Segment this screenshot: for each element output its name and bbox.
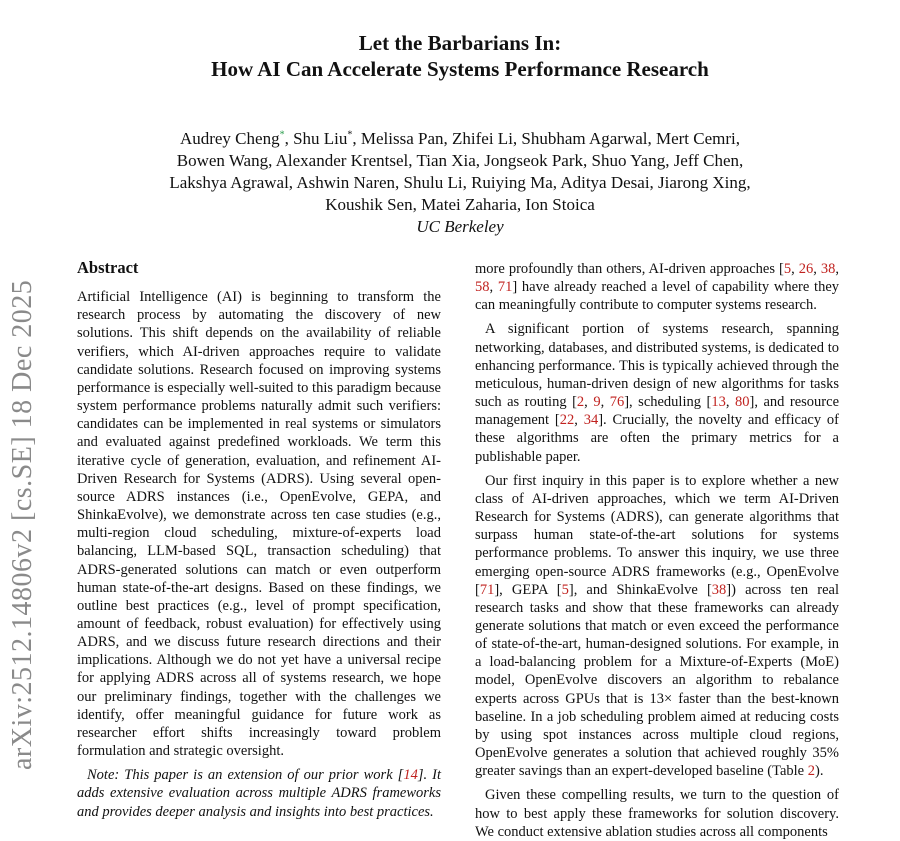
citation-link[interactable]: 5: [783, 261, 792, 277]
author-line-3: Lakshya Agrawal, Ashwin Naren, Shulu Li, Ruiying Ma, Aditya Desai, Jiarong Xing,: [169, 173, 751, 192]
citation-link[interactable]: 9: [593, 394, 601, 411]
arxiv-sidebar: [3, 240, 43, 770]
affiliation: UC Berkeley: [416, 217, 504, 236]
author-name: Audrey Cheng: [179, 129, 280, 148]
citation-link[interactable]: 80: [734, 394, 750, 411]
citation-link[interactable]: 38: [711, 581, 727, 598]
citation-link[interactable]: 5: [561, 581, 569, 598]
author-name: Shu Liu: [293, 129, 348, 148]
citation-link[interactable]: 71: [497, 279, 513, 296]
citation-link[interactable]: 14: [403, 767, 418, 784]
abstract-note: Note: This paper is an extension of our prior work [14]. It adds extensive evaluation across multiple ADRS frameworks and provides deeper analysis and insights into best practices.: [77, 767, 442, 820]
equal-contribution-mark: *: [347, 129, 353, 141]
title-line-1: Let the Barbarians In:: [358, 31, 562, 55]
table-link[interactable]: 2: [807, 763, 815, 780]
intro-paragraph-4: Given these compelling results, we turn to the question of how to best apply these frameworks for solution discovery. We conduct extensive ablation studies across all components: [475, 787, 839, 840]
citation-link[interactable]: 58: [475, 279, 490, 296]
citation-link[interactable]: 2: [576, 394, 585, 411]
left-column: [77, 259, 441, 821]
title-line-2: How AI Can Accelerate Systems Performance Research: [211, 57, 709, 81]
right-column: [475, 260, 839, 841]
author-list: , Melissa Pan, Zhifei Li, Shubham Agarwal, Mert Cemri,: [352, 129, 741, 148]
abstract-heading: Abstract: [77, 258, 139, 277]
citation-link[interactable]: 71: [479, 581, 495, 598]
paper-title: [0, 30, 900, 82]
author-line-4: Koushik Sen, Matei Zaharia, Ion Stoica: [325, 195, 595, 214]
citation-link[interactable]: 34: [583, 412, 599, 429]
author-block: [0, 128, 900, 238]
author-line-1: Audrey Cheng*, Shu Liu*, Melissa Pan, Zhifei Li, Shubham Agarwal, Mert Cemri,: [179, 129, 741, 148]
intro-paragraph-3: Our first inquiry in this paper is to explore whether a new class of AI-driven approaches, which we term AI-Driven Research for Systems (ADRS), can generate algorithms that surpass human state-of-the-art solutions for systems performance problems. To answer this inquiry, we use three emerging open-source ADRS frameworks (e.g., OpenEvolve [71], GEPA [5], and ShinkaEvolve [38]) across ten real research tasks and show that these frameworks can already generate solutions that match or even exceed the performance of state-of-the-art, human-designed solutions. For example, in a load-balancing problem for a Mixture-of-Experts (MoE) model, OpenEvolve discovers an algorithm to rebalance experts across GPUs that is 13× faster than the best-known baseline. In a job scheduling problem aimed at reducing costs by using spot instances across multiple cloud regions, OpenEvolve generates a solution that achieved roughly 35% greater savings than an expert-developed baseline (Table 2).: [475, 472, 839, 780]
intro-paragraph-2: A significant portion of systems research, spanning networking, databases, and distributed systems, is dedicated to enhancing performance. This is typically achieved through the meticulous, human-driven design of new algorithms for tasks such as routing [2, 9, 76], scheduling [13, 80], and resource management [22, 34]. Crucially, the novelty and efficacy of these algorithms are often the primary metrics for a publishable paper.: [475, 321, 840, 465]
equal-contribution-mark: *: [279, 129, 285, 141]
arxiv-identifier: arXiv:2512.14806v2 [cs.SE] 18 Dec 2025: [7, 279, 38, 770]
citation-link[interactable]: 38: [820, 261, 836, 277]
citation-link[interactable]: 22: [559, 412, 575, 429]
citation-link[interactable]: 76: [609, 394, 625, 411]
citation-link[interactable]: 26: [798, 261, 814, 277]
citation-link[interactable]: 13: [711, 394, 726, 411]
abstract-body: Artificial Intelligence (AI) is beginning to transform the research process by automating the discovery of new solutions. This shift depends on the availability of reliable verifiers, which AI-driven approaches require to validate candidate solutions. Research focused on improving systems performance is especially well-suited to this paradigm because system performance problems naturally admit such verifiers: candidates can be implemented in real systems or simulators and evaluated against predefined workloads. We term this iterative cycle of generation, evaluation, and refinement AI-Driven Research for Systems (ADRS). Using several open-source ADRS instances (i.e., OpenEvolve, GEPA, and ShinkaEvolve), we demonstrate across ten case studies (e.g., multi-region cloud scheduling, mixture-of-experts load balancing, LLM-based SQL, transaction scheduling) that ADRS-generated solutions can match or even outperform human state-of-the-art designs. Based on these findings, we outline best practices (e.g., level of prompt specification, amount of feedback, robust evaluation) for effectively using ADRS, and we discuss future research directions and their implications. Although we do not yet have a universal recipe for applying ADRS across all of systems research, we hope our preliminary findings, together with the challenges we identify, offer meaningful guidance for future work as researcher effort shifts increasingly toward problem formulation and strategic oversight.: [77, 289, 441, 760]
intro-paragraph-1: more profoundly than others, AI-driven approaches [5, 26, 38, 58, 71] have already reached a level of capability where they can meaningfully contribute to computer systems research.: [475, 261, 840, 314]
author-line-2: Bowen Wang, Alexander Krentsel, Tian Xia, Jongseok Park, Shuo Yang, Jeff Chen,: [176, 151, 744, 170]
